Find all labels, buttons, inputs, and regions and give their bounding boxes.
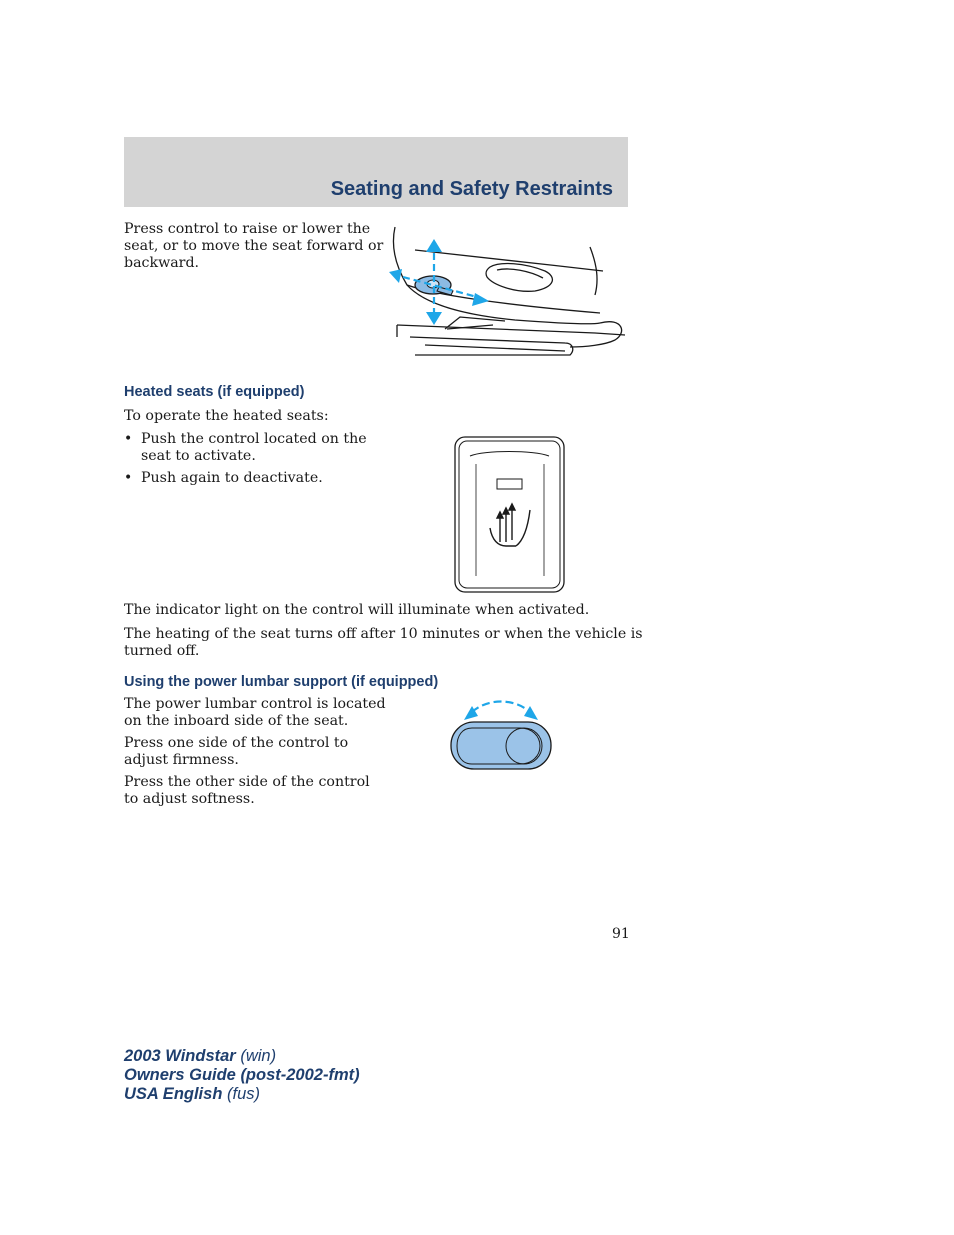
seat-power-control-illustration bbox=[385, 225, 630, 365]
heated-seats-heading: Heated seats (if equipped) bbox=[124, 384, 305, 400]
lumbar-control-illustration bbox=[448, 698, 554, 772]
lumbar-para-2-line-2: adjust firmness. bbox=[124, 751, 239, 768]
bullet-dot: • bbox=[124, 431, 133, 447]
footer-guide: Owners Guide (post-2002-fmt) bbox=[124, 1066, 360, 1084]
footer-line-3 bbox=[124, 1085, 360, 1104]
shutoff-line-2: turned off. bbox=[124, 642, 200, 659]
lumbar-para-2 bbox=[124, 735, 348, 769]
lumbar-para-2-line-1: Press one side of the control to bbox=[124, 735, 349, 751]
seat-adjust-line-1: Press control to raise or lower the bbox=[124, 221, 371, 237]
footer-model-code: (win) bbox=[235, 1047, 277, 1065]
footer-model: 2003 Windstar bbox=[124, 1047, 236, 1065]
footer-language-code: (fus) bbox=[222, 1085, 260, 1103]
lumbar-para-3-line-2: to adjust softness. bbox=[124, 790, 255, 807]
document-footer bbox=[124, 1047, 360, 1104]
arrow-back-icon bbox=[389, 269, 402, 283]
footer-language: USA English bbox=[124, 1085, 223, 1103]
heated-seats-intro: To operate the heated seats: bbox=[124, 408, 329, 424]
arrow-forward-icon bbox=[472, 293, 489, 306]
arrow-down-icon bbox=[426, 312, 442, 325]
indicator-light bbox=[497, 479, 522, 489]
footer-line-1 bbox=[124, 1047, 360, 1066]
lumbar-para-1-line-1: The power lumbar control is located bbox=[124, 696, 386, 712]
arrow-up-icon bbox=[426, 239, 442, 252]
footer-line-2 bbox=[124, 1066, 360, 1085]
seat-adjust-line-2: seat, or to move the seat forward or bbox=[124, 237, 384, 254]
section-header-bar bbox=[124, 137, 628, 207]
seat-adjust-line-3: backward. bbox=[124, 254, 200, 271]
heated-bullet-1-line-1: Push the control located on the bbox=[141, 431, 367, 447]
lumbar-para-1-line-2: on the inboard side of the seat. bbox=[124, 712, 349, 729]
heated-seat-switch-illustration bbox=[454, 436, 566, 594]
seat-adjust-text bbox=[124, 221, 384, 271]
heated-bullet-1-line-2: seat to activate. bbox=[141, 447, 256, 464]
section-title: Seating and Safety Restraints bbox=[330, 178, 613, 200]
heated-bullet-2-line-1: Push again to deactivate. bbox=[141, 470, 323, 486]
lumbar-para-3 bbox=[124, 774, 370, 808]
lumbar-heading: Using the power lumbar support (if equipped) bbox=[124, 674, 439, 690]
shutoff-line-1: The heating of the seat turns off after 10 minutes or when the vehicle is bbox=[124, 626, 643, 642]
indicator-note: The indicator light on the control will illuminate when activated. bbox=[124, 602, 590, 618]
page-number: 91 bbox=[612, 926, 630, 942]
bullet-dot: • bbox=[124, 470, 133, 486]
lumbar-para-1 bbox=[124, 696, 386, 730]
shutoff-note bbox=[124, 626, 643, 660]
lumbar-para-3-line-1: Press the other side of the control bbox=[124, 774, 370, 790]
arrow-right-icon bbox=[524, 706, 538, 720]
